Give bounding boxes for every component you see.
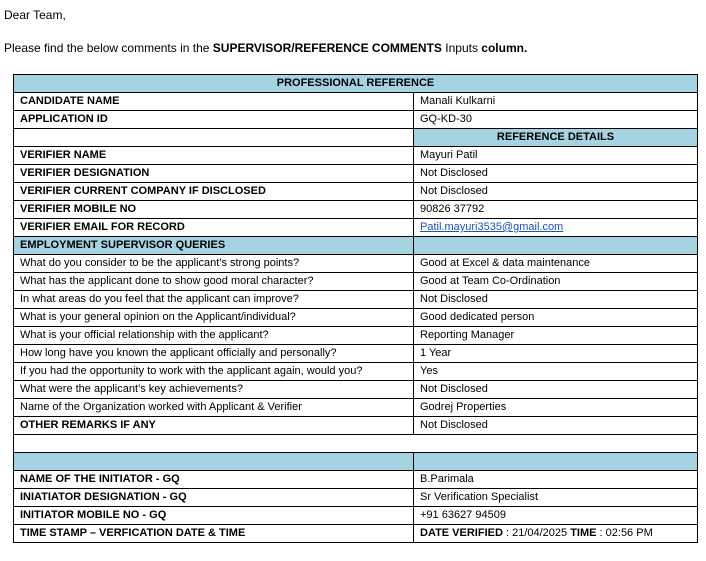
initiator-mobile-value: +91 63627 94509: [414, 507, 698, 525]
table-row: [14, 219, 698, 237]
divider-row: [14, 453, 698, 471]
divider-cell-right: [414, 453, 698, 471]
application-id-label: APPLICATION ID: [14, 111, 414, 129]
candidate-name-value: Manali Kulkarni: [414, 93, 698, 111]
other-remarks-value: Not Disclosed: [414, 417, 698, 435]
query-question: If you had the opportunity to work with the applicant again, would you?: [14, 363, 414, 381]
table-row: [14, 147, 698, 165]
query-question: What is your official relationship with the applicant?: [14, 327, 414, 345]
table-row: [14, 525, 698, 543]
table-row: [14, 291, 698, 309]
verifier-email-cell: [414, 219, 698, 237]
query-answer: Good dedicated person: [414, 309, 698, 327]
table-row: [14, 381, 698, 399]
reference-details-blank: [14, 129, 414, 147]
divider-cell-left: [14, 453, 414, 471]
queries-header-row: [14, 237, 698, 255]
table-row: [14, 507, 698, 525]
table-title: PROFESSIONAL REFERENCE: [14, 75, 698, 93]
intro-bold-column: column.: [481, 41, 528, 55]
table-row: [14, 255, 698, 273]
query-question: Name of the Organization worked with Applicant & Verifier: [14, 399, 414, 417]
intro-line: [4, 41, 527, 55]
blank-cell: [14, 435, 698, 453]
table-row: [14, 471, 698, 489]
table-row: [14, 489, 698, 507]
time-label: TIME: [570, 527, 597, 539]
application-id-value: GQ-KD-30: [414, 111, 698, 129]
table-row: [14, 345, 698, 363]
verifier-mobile-value: 90826 37792: [414, 201, 698, 219]
blank-row: [14, 435, 698, 453]
verifier-company-value: Not Disclosed: [414, 183, 698, 201]
greeting: Dear Team,: [4, 8, 66, 22]
other-remarks-label: OTHER REMARKS IF ANY: [14, 417, 414, 435]
table-row: [14, 309, 698, 327]
table-row: [14, 201, 698, 219]
query-answer: Godrej Properties: [414, 399, 698, 417]
query-answer: Reporting Manager: [414, 327, 698, 345]
candidate-name-label: CANDIDATE NAME: [14, 93, 414, 111]
query-question: In what areas do you feel that the applicant can improve?: [14, 291, 414, 309]
intro-bold-comments: SUPERVISOR/REFERENCE COMMENTS: [212, 41, 442, 55]
professional-reference-table: [13, 74, 698, 543]
table-row: [14, 417, 698, 435]
query-answer: Not Disclosed: [414, 291, 698, 309]
reference-details-header: REFERENCE DETAILS: [414, 129, 698, 147]
query-question: What were the applicant’s key achievements?: [14, 381, 414, 399]
initiator-mobile-label: INITIATOR MOBILE NO - GQ: [14, 507, 414, 525]
table-row: [14, 183, 698, 201]
initiator-name-label: NAME OF THE INITIATOR - GQ: [14, 471, 414, 489]
date-verified-value: : 21/04/2025: [502, 527, 571, 539]
verifier-designation-value: Not Disclosed: [414, 165, 698, 183]
verifier-designation-label: VERIFIER DESIGNATION: [14, 165, 414, 183]
query-answer: Yes: [414, 363, 698, 381]
query-question: How long have you known the applicant officially and personally?: [14, 345, 414, 363]
verifier-email-label: VERIFIER EMAIL FOR RECORD: [14, 219, 414, 237]
time-value: : 02:56 PM: [596, 527, 653, 539]
queries-header: EMPLOYMENT SUPERVISOR QUERIES: [14, 237, 414, 255]
query-answer: Good at Team Co-Ordination: [414, 273, 698, 291]
reference-details-row: [14, 129, 698, 147]
intro-middle: Inputs: [441, 41, 482, 55]
table-row: [14, 93, 698, 111]
table-header-row: [14, 75, 698, 93]
verifier-name-label: VERIFIER NAME: [14, 147, 414, 165]
verifier-mobile-label: VERIFIER MOBILE NO: [14, 201, 414, 219]
table-row: [14, 165, 698, 183]
initiator-designation-value: Sr Verification Specialist: [414, 489, 698, 507]
queries-header-blank: [414, 237, 698, 255]
query-question: What do you consider to be the applicant's strong points?: [14, 255, 414, 273]
table-row: [14, 111, 698, 129]
date-verified-label: DATE VERIFIED: [420, 527, 503, 539]
intro-prefix: Please find the below comments in the: [4, 41, 213, 55]
query-answer: Not Disclosed: [414, 381, 698, 399]
query-question: What has the applicant done to show good moral character?: [14, 273, 414, 291]
query-question: What is your general opinion on the Applicant/individual?: [14, 309, 414, 327]
verifier-email-link[interactable]: Patil.mayuri3535@gmail.com: [420, 221, 564, 233]
query-answer: Good at Excel & data maintenance: [414, 255, 698, 273]
table-row: [14, 273, 698, 291]
verifier-company-label: VERIFIER CURRENT COMPANY IF DISCLOSED: [14, 183, 414, 201]
verifier-name-value: Mayuri Patil: [414, 147, 698, 165]
table-row: [14, 399, 698, 417]
table-row: [14, 327, 698, 345]
table-row: [14, 363, 698, 381]
timestamp-label: TIME STAMP – VERFICATION DATE & TIME: [14, 525, 414, 543]
initiator-name-value: B.Parimala: [414, 471, 698, 489]
initiator-designation-label: INIATIATOR DESIGNATION - GQ: [14, 489, 414, 507]
timestamp-value: [414, 525, 698, 543]
query-answer: 1 Year: [414, 345, 698, 363]
